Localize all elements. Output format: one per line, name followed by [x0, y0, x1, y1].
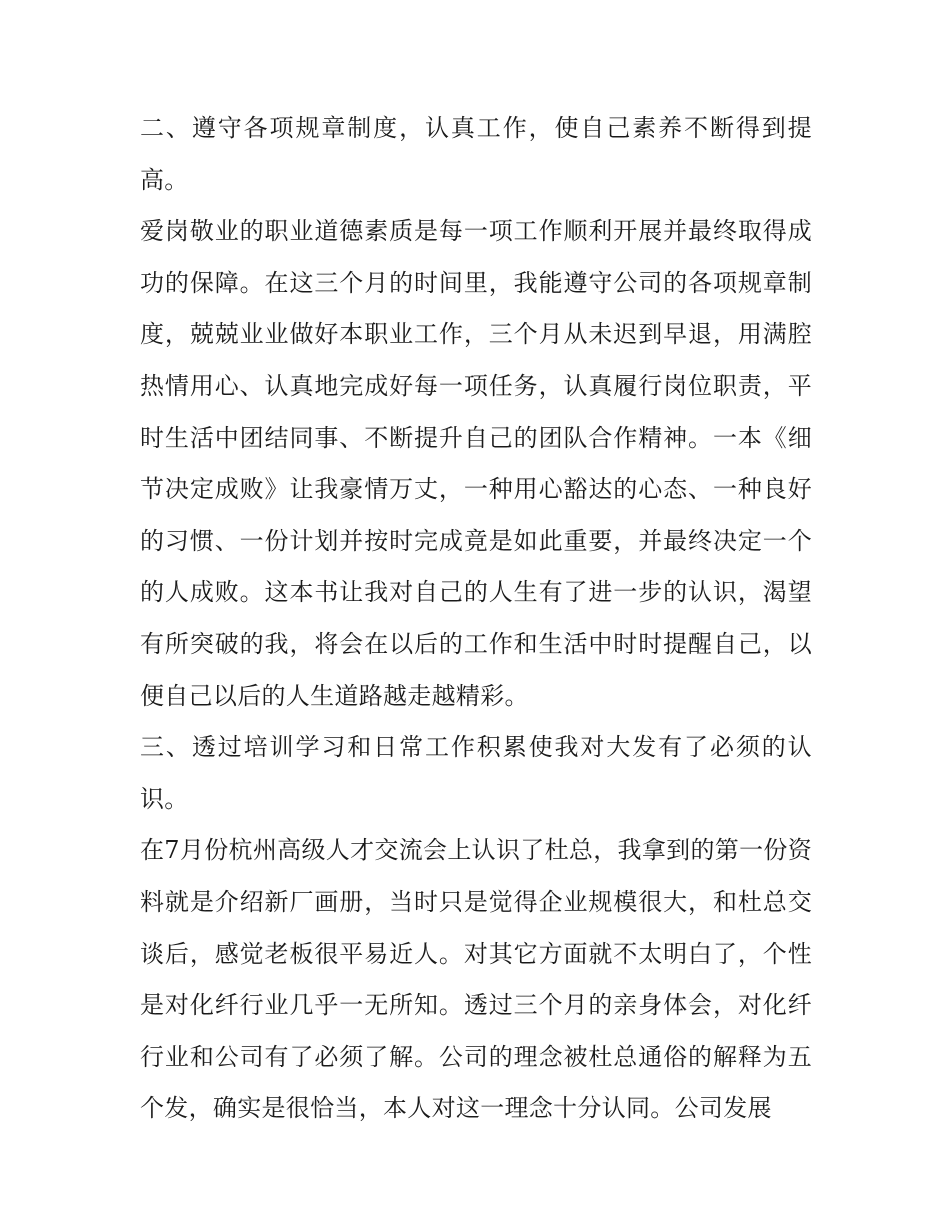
document-body [140, 103, 812, 1135]
section-heading-two: 二、遵守各项规章制度，认真工作，使自己素养不断得到提高。 [140, 114, 812, 194]
body-paragraph: 在7月份杭州高级人才交流会上认识了杜总，我拿到的第一份资料就是介绍新厂画册，当时只是觉得企业规模很大，和杜总交谈后，感觉老板很平易近人。对其它方面就不太明白了，个性是对化纤行业几乎一无所知。透过三个月的亲身体会，对化纤行业和公司有了必须了解。公司的理念被杜总通俗的解释为五个发，确实是很恰当，本人对这一理念十分认同。公司发展 [140, 836, 812, 1123]
body-paragraph: 爱岗敬业的职业道德素质是每一项工作顺利开展并最终取得成功的保障。在这三个月的时间里，我能遵守公司的各项规章制度，兢兢业业做好本职业工作，三个月从未迟到早退，用满腔热情用心、认真地完成好每一项任务，认真履行岗位职责，平时生活中团结同事、不断提升自己的团队合作精神。一本《细节决定成败》让我豪情万丈，一种用心豁达的心态、一种良好的习惯、一份计划并按时完成竟是如此重要，并最终决定一个的人成败。这本书让我对自己的人生有了进一步的认识，渴望有所突破的我，将会在以后的工作和生活中时时提醒自己，以便自己以后的人生道路越走越精彩。 [140, 217, 812, 710]
section-heading-three: 三、透过培训学习和日常工作积累使我对大发有了必须的认识。 [140, 733, 812, 813]
